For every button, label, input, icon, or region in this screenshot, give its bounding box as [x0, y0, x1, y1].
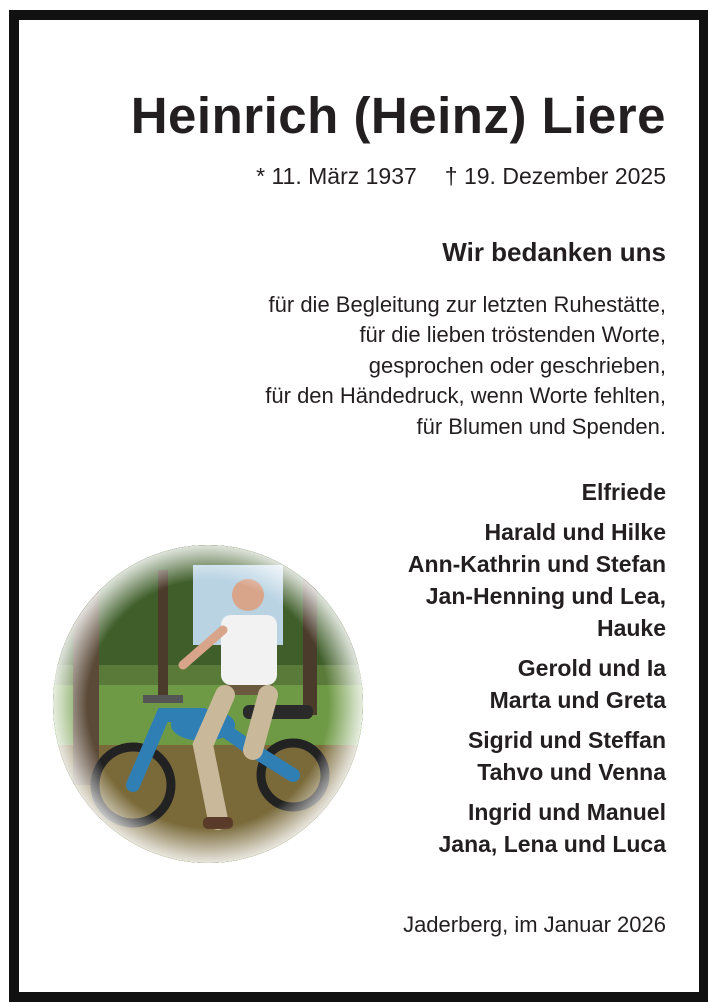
family-group — [408, 724, 666, 788]
thanks-line: für die lieben tröstenden Worte, — [359, 322, 666, 348]
family-line: Sigrid und Steffan — [467, 727, 666, 753]
family-group — [408, 796, 666, 860]
family-line: Marta und Greta — [489, 687, 666, 713]
thanks-line: für den Händedruck, wenn Worte fehlten, — [265, 383, 666, 409]
family-line: Hauke — [596, 615, 666, 641]
family-line: Gerold und Ia — [517, 655, 666, 681]
notice-frame — [9, 10, 708, 1002]
thanks-heading: Wir bedanken uns — [442, 237, 666, 267]
deceased-name: Heinrich (Heinz) Liere — [130, 87, 666, 144]
family-line: Jan-Henning und Lea, — [425, 583, 666, 609]
life-dates — [256, 163, 666, 190]
family-group — [408, 516, 666, 644]
family-line: Elfriede — [581, 479, 666, 505]
thanks-text — [265, 290, 666, 442]
birth-date: * 11. März 1937 — [256, 163, 417, 189]
family-line: Ann-Kathrin und Stefan — [407, 551, 666, 577]
family-line: Tahvo und Venna — [477, 759, 666, 785]
family-line: Ingrid und Manuel — [467, 799, 666, 825]
family-signatures — [408, 476, 666, 868]
portrait-photo — [53, 545, 363, 863]
death-date: † 19. Dezember 2025 — [444, 163, 666, 189]
family-line: Jana, Lena und Luca — [438, 831, 666, 857]
family-group — [408, 476, 666, 508]
thanks-line: für die Begleitung zur letzten Ruhestätte, — [268, 292, 666, 317]
thanks-line: gesprochen oder geschrieben, — [368, 352, 666, 378]
place-and-date: Jaderberg, im Januar 2026 — [403, 912, 666, 937]
family-group — [408, 652, 666, 716]
family-line: Harald und Hilke — [484, 519, 666, 545]
thanks-line: für Blumen und Spenden. — [416, 413, 666, 439]
